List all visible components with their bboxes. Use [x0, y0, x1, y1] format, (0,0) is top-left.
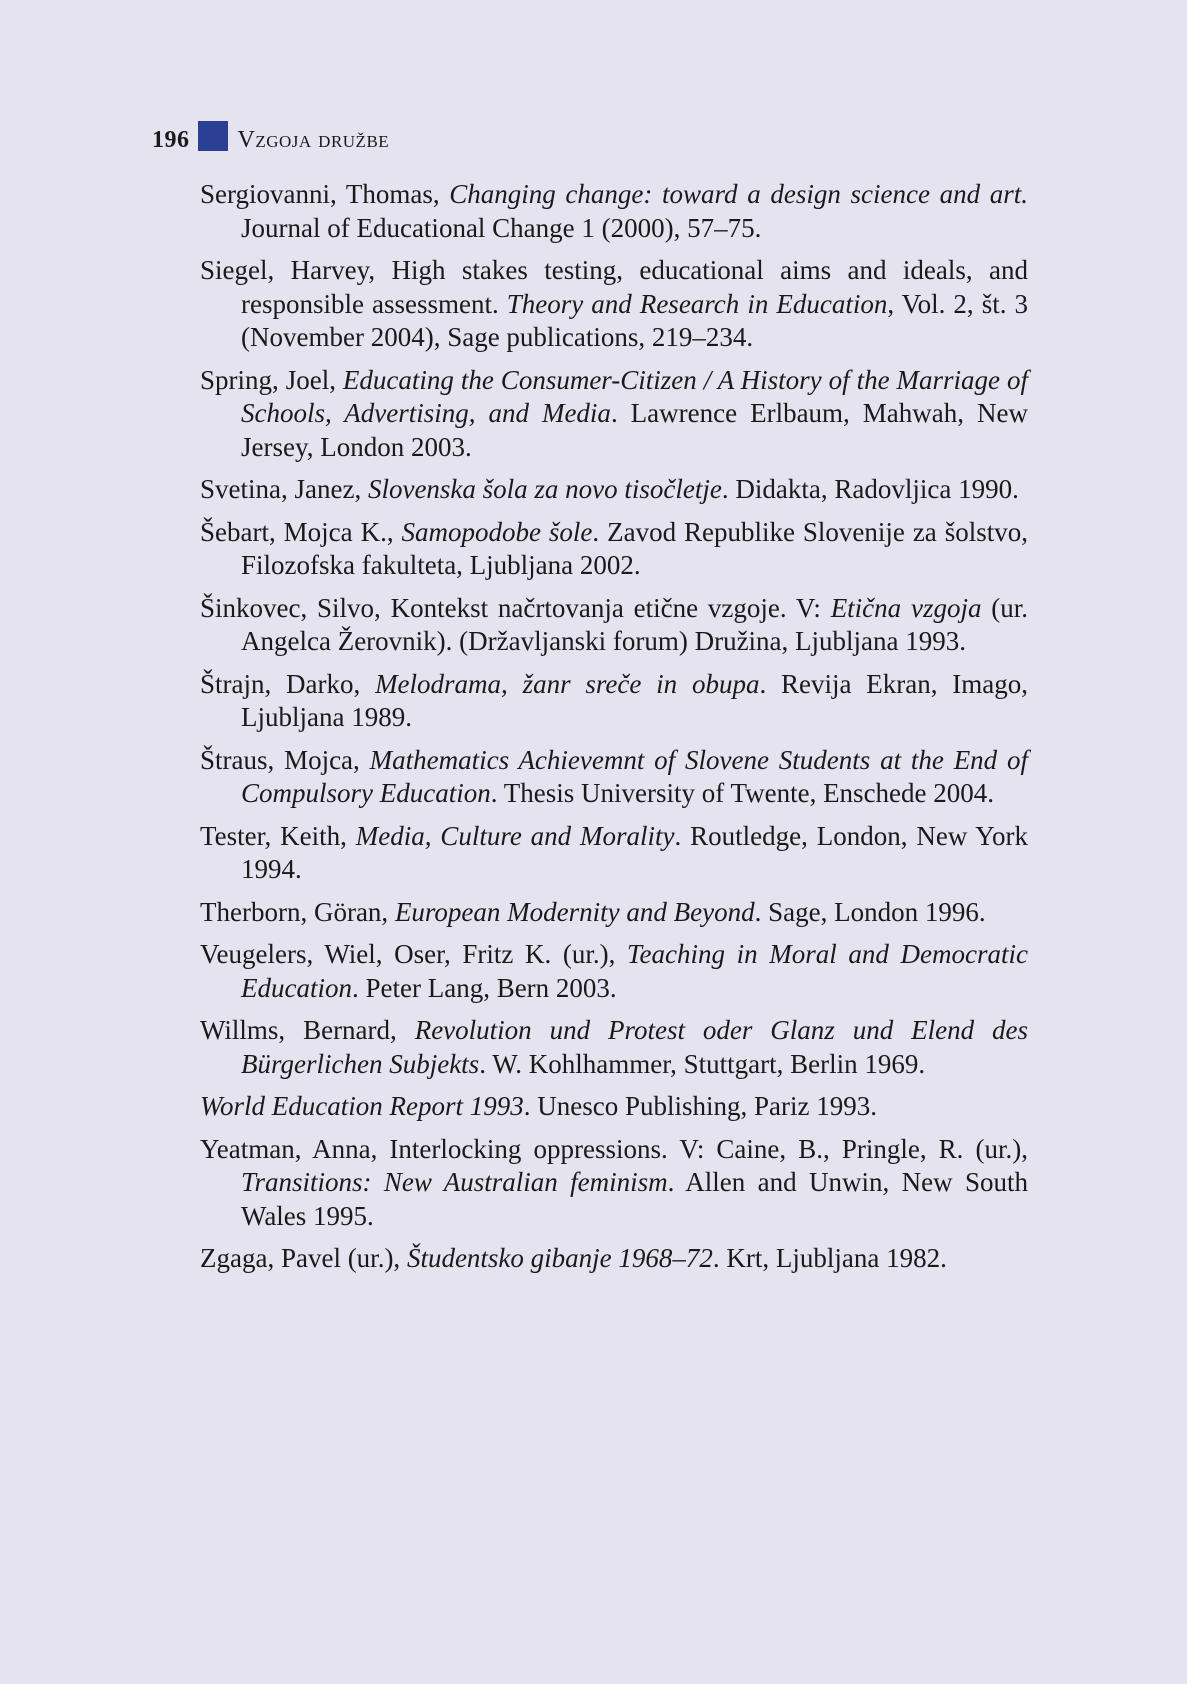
work-title: Theory and Research in Education — [506, 288, 888, 319]
work-title: Media, Culture and Morality — [355, 820, 675, 851]
page-number: 196 — [152, 126, 190, 153]
bibliography-entry: Šebart, Mojca K., Samopodobe šole. Zavod Republike Slovenije za šolstvo, Filozofska fakulteta, Ljubljana 2002. — [200, 516, 1028, 580]
work-title: Revolution und Protest oder Glanz und Elend des Bürgerlichen Subjekts — [241, 1015, 1028, 1079]
work-title: Educating the Consumer-Citizen / A History of the Marriage of Schools, Advertising, and Media — [241, 364, 1028, 428]
bibliography-entry: Štrajn, Darko, Melodrama, žanr sreče in obupa. Revija Ekran, Imago, Ljubljana 1989. — [200, 668, 1029, 732]
bibliography-entry: Willms, Bernard, Revolution und Protest oder Glanz und Elend des Bürgerlichen Subjekts. W. Kohlhammer, Stuttgart, Berlin 1969. — [200, 1015, 1028, 1079]
work-title: European Modernity and Beyond — [394, 896, 755, 927]
work-title: Študentsko gibanje 1968–72 — [406, 1243, 713, 1273]
work-title: Samopodobe šole — [401, 516, 593, 547]
page-header — [152, 120, 389, 160]
running-title: Vzgoja družbe — [237, 126, 390, 153]
bibliography-entry: Tester, Keith, Media, Culture and Morality. Routledge, London, New York 1994. — [200, 820, 1029, 884]
work-title: Changing change: toward a design science and art. — [449, 179, 1028, 209]
bibliography-entry: Veugelers, Wiel, Oser, Fritz K. (ur.), Teaching in Moral and Democratic Education. Peter Lang, Bern 2003. — [200, 939, 1028, 1003]
bibliography-entry: Siegel, Harvey, High stakes testing, educational aims and ideals, and responsible assessment. Theory and Research in Education, Vol. 2, št. 3 (November 2004), Sage publications, 219–234. — [200, 255, 1029, 352]
work-title: Melodrama, žanr sreče in obupa — [375, 668, 760, 699]
bibliography-entry: World Education Report 1993. Unesco Publishing, Pariz 1993. — [200, 1091, 877, 1121]
bibliography-entry: Sergiovanni, Thomas, Changing change: toward a design science and art. Journal of Educational Change 1 (2000), 57–75. — [200, 179, 1028, 243]
work-title: Teaching in Moral and Democratic Education — [241, 939, 1028, 1003]
bibliography-entry: Zgaga, Pavel (ur.), Študentsko gibanje 1968–72. Krt, Ljubljana 1982. — [200, 1243, 947, 1273]
work-title: Mathematics Achievemnt of Slovene Students at the End of Compulsory Education — [241, 744, 1029, 808]
work-title: Transitions: New Australian feminism — [241, 1167, 668, 1197]
work-title: Slovenska šola za novo tisočletje — [367, 474, 722, 504]
bibliography-entry: Štraus, Mojca, Mathematics Achievemnt of Slovene Students at the End of Compulsory Education. Thesis University of Twente, Enschede 2004. — [200, 744, 1029, 808]
header-square-mark — [198, 121, 228, 151]
bibliography-entry: Therborn, Göran, European Modernity and Beyond. Sage, London 1996. — [200, 896, 986, 927]
bibliography-list — [200, 178, 1028, 1285]
work-title: World Education Report 1993 — [200, 1091, 524, 1121]
work-title: Etična vzgoja — [830, 592, 982, 623]
bibliography-entry: Svetina, Janez, Slovenska šola za novo tisočletje. Didakta, Radovljica 1990. — [200, 474, 1019, 504]
bibliography-entry: Šinkovec, Silvo, Kontekst načrtovanja etične vzgoje. V: Etična vzgoja (ur. Angelca Žerovnik). (Državljanski forum) Družina, Ljubljana 1993. — [200, 592, 1029, 656]
bibliography-entry: Spring, Joel, Educating the Consumer-Citizen / A History of the Marriage of Schools, Advertising, and Media. Lawrence Erlbaum, Mahwah, New Jersey, London 2003. — [200, 364, 1028, 462]
bibliography-entry: Yeatman, Anna, Interlocking oppressions. V: Caine, B., Pringle, R. (ur.), Transitions: New Australian feminism. Allen and Unwin, New South Wales 1995. — [200, 1133, 1028, 1231]
